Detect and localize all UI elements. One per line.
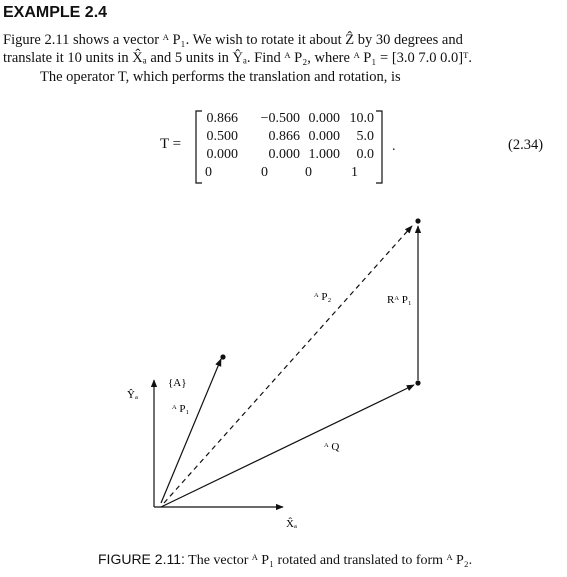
problem-text-line-2: translate it 10 units in X̂ₐ and 5 units in Ŷₐ. Find ᴬ P₂, where ᴬ P₁ = [3.0 7.0 0.0]ᵀ. (3, 50, 473, 66)
p1-label: ᴬ P₁ (172, 403, 190, 415)
figure-2-11 (0, 200, 567, 545)
p2-label: ᴬ P₂ (314, 291, 332, 303)
r-p1-label: Rᴬ P₁ (387, 294, 412, 306)
matrix-cell: 1 (351, 165, 358, 180)
matrix-cell: 0.0 (356, 147, 374, 162)
matrix-cell: 0.000 (206, 147, 238, 162)
equation-number: (2.34) (508, 137, 544, 153)
matrix-cell: 1.000 (308, 147, 340, 162)
equation-lhs: T = (160, 136, 182, 152)
example-heading: EXAMPLE 2.4 (3, 4, 108, 21)
transform-matrix (194, 109, 384, 185)
matrix-cell: 0 (305, 165, 312, 180)
matrix-cell: −0.500 (260, 111, 300, 126)
matrix-cell: 5.0 (356, 129, 374, 144)
y-axis-label: Ŷₐ (127, 389, 138, 401)
q-endpoint (415, 380, 420, 385)
matrix-cell: 0.000 (268, 147, 300, 162)
matrix-cell: 0 (205, 165, 212, 180)
vector-q (161, 385, 414, 507)
equation-period: . (392, 139, 396, 154)
x-axis-label: X̂ₐ (286, 518, 297, 530)
vector-p2 (164, 226, 412, 503)
q-label: ᴬ Q (324, 441, 340, 453)
matrix-cell: 0.000 (308, 129, 340, 144)
caption-label: FIGURE 2.11: (98, 551, 185, 567)
matrix-cell: 0.866 (206, 111, 238, 126)
matrix-cell: 10.0 (349, 111, 374, 126)
frame-label: {A} (168, 377, 187, 389)
matrix-cell: 0 (261, 165, 268, 180)
matrix-cell: 0.500 (206, 129, 238, 144)
caption-text: The vector ᴬ P₁ rotated and translated to form ᴬ P₂. (184, 553, 473, 568)
p2-endpoint (415, 218, 420, 223)
problem-text-line-1: Figure 2.11 shows a vector ᴬ P₁. We wish to rotate it about Ẑ by 30 degrees and (3, 32, 463, 48)
matrix-cell: 0.866 (268, 129, 300, 144)
matrix-cell: 0.000 (308, 111, 340, 126)
problem-text-line-3: The operator T, which performs the translation and rotation, is (40, 69, 401, 85)
p1-endpoint (220, 354, 225, 359)
figure-caption (98, 551, 472, 569)
